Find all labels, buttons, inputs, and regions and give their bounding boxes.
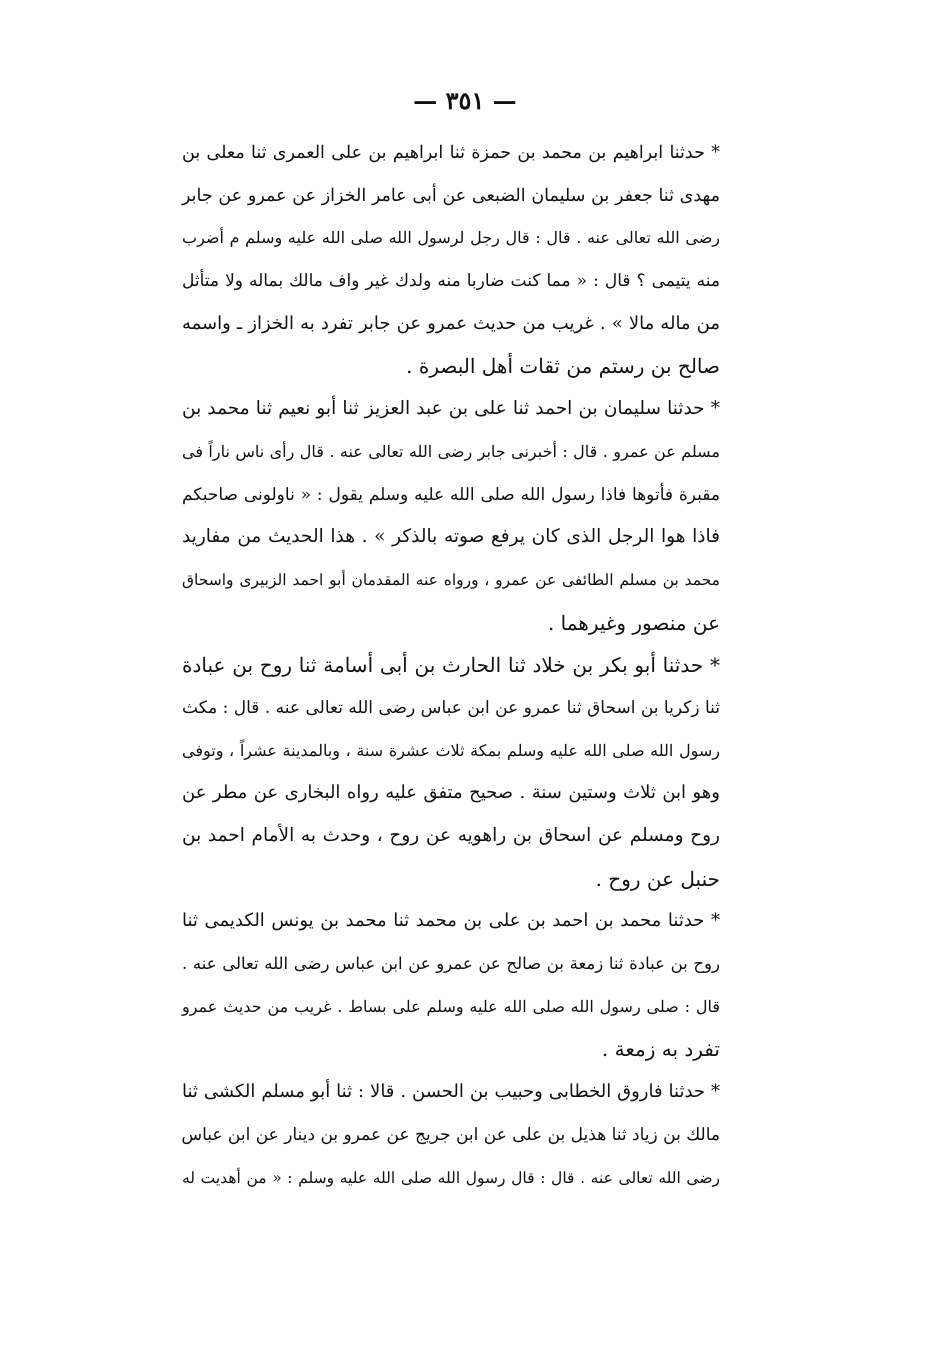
text-line: منه يتيمى ؟ قال : « مما كنت ضاربا منه ولدك غير واف مالك بماله ولا متأثل	[182, 271, 720, 292]
page-number: — ٣٥١ —	[413, 86, 517, 115]
text-line: من ماله مالا » . غريب من حديث عمرو عن جابر تفرد به الخزاز ـ واسمه	[182, 312, 720, 334]
text-line: محمد بن مسلم الطائفى عن عمرو ، ورواه عنه المقدمان أبو احمد الزبيرى واسحاق	[182, 570, 720, 589]
text-line: * حدثنا أبو بكر بن خلاد ثنا الحارث بن أبى أسامة ثنا روح بن عبادة	[182, 653, 720, 678]
text-line: روح بن عبادة ثنا زمعة بن صالح عن عمرو عن ابن عباس رضى الله تعالى عنه .	[182, 954, 720, 974]
text-line: مهدى ثنا جعفر بن سليمان الضبعى عن أبى عامر الخزاز عن عمرو عن جابر	[182, 185, 720, 206]
text-line: وهو ابن ثلاث وستين سنة . صحيح متفق عليه رواه البخارى عن مطر عن	[182, 782, 720, 804]
text-line: حنبل عن روح .	[595, 866, 720, 891]
text-line: * حدثنا ابراهيم بن محمد بن حمزة ثنا ابراهيم بن على العمرى ثنا معلى بن	[182, 143, 720, 163]
text-line: رسول الله صلى الله عليه وسلم بمكة ثلاث عشرة سنة ، وبالمدينة عشراً ، وتوفى	[182, 740, 720, 760]
text-line: ثنا زكريا بن اسحاق ثنا عمرو عن ابن عباس رضى الله تعالى عنه . قال : مكث	[182, 697, 720, 718]
text-line: عن منصور وغيرهما .	[547, 610, 720, 635]
text-line: تفرد به زمعة .	[601, 1037, 720, 1062]
text-line: روح ومسلم عن اسحاق بن راهويه عن روح ، وحدث به الأمام احمد بن	[182, 825, 720, 846]
text-line: * حدثنا فاروق الخطابى وحبيب بن الحسن . قالا : ثنا أبو مسلم الكشى ثنا	[182, 1081, 720, 1103]
text-line: مقبرة فأتوها فاذا رسول الله صلى الله عليه وسلم يقول : « ناولونى صاحبكم	[182, 484, 720, 505]
text-line: صالح بن رستم من ثقات أهل البصرة .	[406, 354, 720, 379]
body-text	[182, 132, 720, 1199]
text-line: رضى الله تعالى عنه . قال : قال رسول الله صلى الله عليه وسلم : « من أهديت له	[182, 1168, 720, 1187]
text-line: * حدثنا محمد بن احمد بن على بن محمد ثنا محمد بن يونس الكديمى ثنا	[182, 910, 720, 932]
text-line: رضى الله تعالى عنه . قال : قال رجل لرسول الله صلى الله عليه وسلم م أضرب	[182, 228, 720, 248]
text-line: قال : صلى رسول الله صلى الله عليه وسلم على بساط . غريب من حديث عمرو	[182, 996, 720, 1016]
text-line: * حدثنا سليمان بن احمد ثنا على بن عبد العزيز ثنا أبو نعيم ثنا محمد بن	[182, 398, 720, 420]
text-line: فاذا هوا الرجل الذى كان يرفع صوته بالذكر » . هذا الحديث من مفاريد	[182, 526, 720, 548]
text-line: مالك بن زياد ثنا هذيل بن على عن ابن جريج عن عمرو بن دينار عن ابن عباس	[181, 1124, 720, 1145]
text-line: مسلم عن عمرو . قال : أخبرنى جابر رضى الله تعالى عنه . قال رأى ناس ناراً فى	[182, 441, 720, 461]
